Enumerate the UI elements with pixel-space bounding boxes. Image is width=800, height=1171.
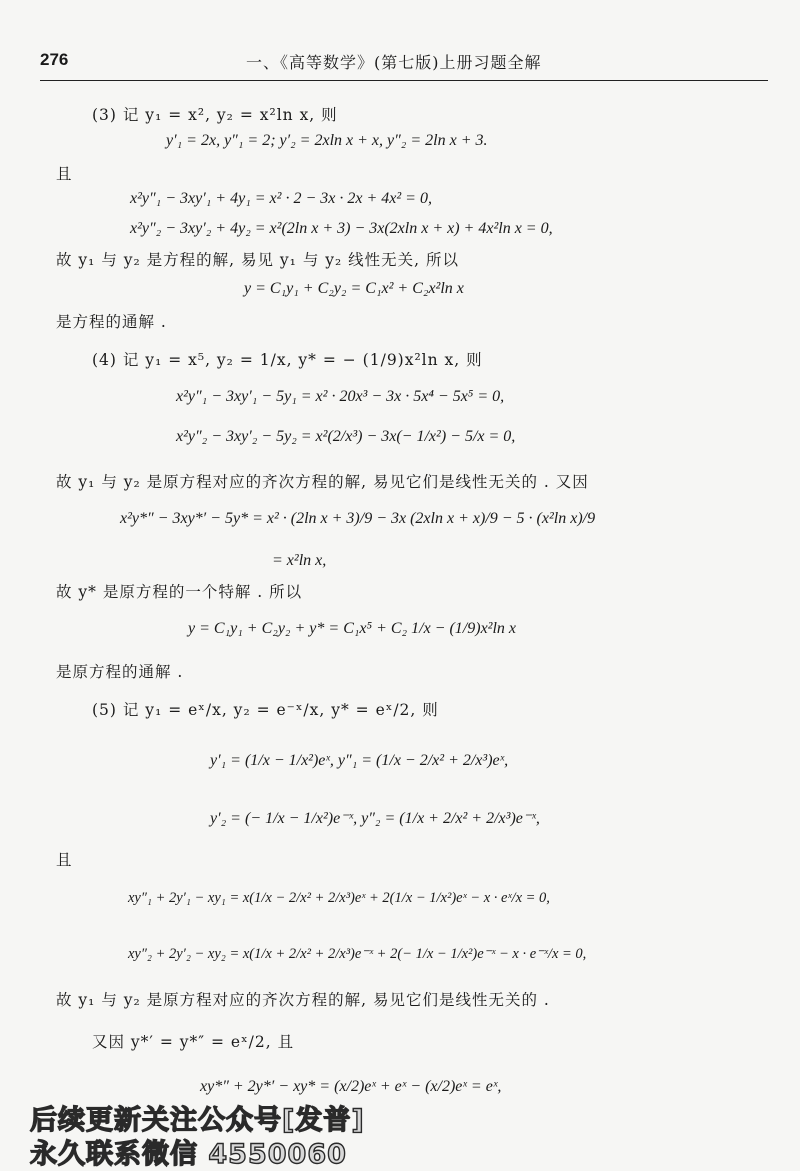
problem-5-y1-derivatives: y′₁ = (1/x − 1/x²)eˣ, y″₁ = (1/x − 2/x² + 2/x³)eˣ, xyxy=(210,752,509,769)
watermark-line-2: 永久联系微信 4550060 xyxy=(30,1139,347,1170)
problem-4-particular-statement: 故 y* 是原方程的一个特解 . 所以 xyxy=(56,583,303,601)
problem-4-check-y2: x²y″₂ − 3xy′₂ − 5y₂ = x²(2/x³) − 3x(− 1/x²) − 5/x = 0, xyxy=(176,428,516,445)
problem-3-intro: (3) 记 y₁ = x², y₂ = x²ln x, 则 xyxy=(92,106,338,124)
problem-5-check-y1: xy″₁ + 2y′₁ − xy₁ = x(1/x − 2/x² + 2/x³)eˣ + 2(1/x − 1/x²)eˣ − x · eˣ/x = 0, xyxy=(128,890,550,906)
problem-3-check-y2: x²y″₂ − 3xy′₂ + 4y₂ = x²(2ln x + 3) − 3x(2xln x + x) + 4x²ln x = 0, xyxy=(130,220,553,237)
problem-5-intro: (5) 记 y₁ = eˣ/x, y₂ = e⁻ˣ/x, y* = eˣ/2, 则 xyxy=(92,701,439,719)
problem-3-check-y1: x²y″₁ − 3xy′₁ + 4y₁ = x² · 2 − 3x · 2x + 4x² = 0, xyxy=(130,190,432,207)
problem-5-particular-intro: 又因 y*′ = y*″ = eˣ/2, 且 xyxy=(92,1033,295,1051)
header-rule xyxy=(40,80,768,81)
problem-3-end: 是方程的通解 . xyxy=(56,313,167,331)
problem-3-derivatives: y′₁ = 2x, y″₁ = 2; y′₂ = 2xln x + x, y″₂ = 2ln x + 3. xyxy=(166,132,488,149)
problem-4-homogeneous: 故 y₁ 与 y₂ 是原方程对应的齐次方程的解, 易见它们是线性无关的 . 又因 xyxy=(56,473,589,491)
page-number: 276 xyxy=(40,50,69,69)
running-title: 一、《高等数学》(第七版)上册习题全解 xyxy=(246,53,542,72)
problem-4-check-y1: x²y″₁ − 3xy′₁ − 5y₁ = x² · 20x³ − 3x · 5x⁴ − 5x⁵ = 0, xyxy=(176,388,505,405)
conjunction-and: 且 xyxy=(56,165,73,183)
watermark-line-1: 后续更新关注公众号[发普] xyxy=(30,1105,365,1136)
problem-5-homogeneous: 故 y₁ 与 y₂ 是原方程对应的齐次方程的解, 易见它们是线性无关的 . xyxy=(56,991,550,1009)
problem-4-particular-check: x²y*″ − 3xy*′ − 5y* = x² · (2ln x + 3)/9 − 3x (2xln x + x)/9 − 5 · (x²ln x)/9 xyxy=(120,510,596,527)
problem-5-particular-check: xy*″ + 2y*′ − xy* = (x/2)eˣ + eˣ − (x/2)eˣ = eˣ, xyxy=(200,1078,502,1095)
problem-5-y2-derivatives: y′₂ = (− 1/x − 1/x²)e⁻ˣ, y″₂ = (1/x + 2/x² + 2/x³)e⁻ˣ, xyxy=(210,810,540,827)
problem-4-particular-result: = x²ln x, xyxy=(272,552,327,569)
problem-5-check-y2: xy″₂ + 2y′₂ − xy₂ = x(1/x + 2/x² + 2/x³)e⁻ˣ + 2(− 1/x − 1/x²)e⁻ˣ − x · e⁻ˣ/x = 0, xyxy=(128,946,587,962)
problem-4-intro: (4) 记 y₁ = x⁵, y₂ = 1/x, y* = − (1/9)x²ln x, 则 xyxy=(92,351,483,369)
problem-3-general-solution: y = C₁y₁ + C₂y₂ = C₁x² + C₂x²ln x xyxy=(244,280,464,297)
conjunction-and-2: 且 xyxy=(56,851,73,869)
problem-4-general-solution: y = C₁y₁ + C₂y₂ + y* = C₁x⁵ + C₂ 1/x − (1/9)x²ln x xyxy=(188,620,517,637)
problem-4-end: 是原方程的通解 . xyxy=(56,663,184,681)
problem-3-conclusion: 故 y₁ 与 y₂ 是方程的解, 易见 y₁ 与 y₂ 线性无关, 所以 xyxy=(56,251,460,269)
